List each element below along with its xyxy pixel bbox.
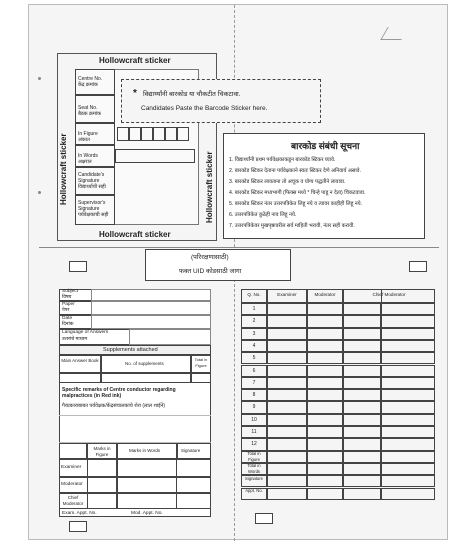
- q-mark-cell[interactable]: [267, 328, 307, 340]
- centre-no-label: Centre No. केंद्र क्रमांक: [78, 76, 103, 88]
- q-mark-cell[interactable]: [381, 365, 435, 377]
- q-mark-cell[interactable]: [267, 451, 307, 463]
- uid-title: (परिरक्षणासाठी): [191, 254, 229, 261]
- q-mark-cell[interactable]: [381, 377, 435, 389]
- q-mark-cell[interactable]: [307, 377, 343, 389]
- q-mark-cell[interactable]: [267, 365, 307, 377]
- q-mark-cell[interactable]: [343, 426, 381, 438]
- remarks-marathi: गैरप्रकाराबाबत पर्यवेक्षक/केंद्रसंचालकाचे शेरा (लाल शाईने): [62, 403, 166, 409]
- q-row-11: 11: [251, 429, 257, 435]
- barcode-instruction-marathi: विद्यार्थ्यांनी बारकोड या चौकटीत चिकटावा.: [143, 91, 241, 98]
- in-figure-label: In Figure अंकात: [78, 131, 98, 143]
- candidate-signature-label: Candidate's Signature विद्यार्थ्याची सही: [78, 172, 106, 190]
- supplement-input-count[interactable]: [101, 373, 191, 383]
- q-mark-cell[interactable]: [267, 352, 307, 364]
- q-mark-cell[interactable]: [381, 328, 435, 340]
- language-en: Language of Answers: [62, 330, 109, 335]
- remarks-field[interactable]: [59, 415, 211, 443]
- q-header-0: Q. No.: [247, 292, 261, 297]
- language-mr: उत्तरांचे माध्यम: [62, 337, 88, 342]
- q-mark-cell[interactable]: [307, 488, 343, 500]
- q-header-2: Moderator: [314, 292, 336, 297]
- q-mark-cell[interactable]: [343, 401, 381, 413]
- q-mark-cell[interactable]: [267, 377, 307, 389]
- total-in-figure-label: Total in Figure: [194, 357, 208, 368]
- instruction-2: 2. बारकोड स्टिकर देताना पर्यवेक्षकाने स्वतः स्टिकर देणे अनिवार्य असावे.: [229, 168, 362, 174]
- remarks-title: Specific remarks of Centre conductor regarding malpractices (in Red ink): [62, 387, 176, 399]
- q-mark-cell[interactable]: [307, 389, 343, 401]
- q-mark-cell[interactable]: [267, 488, 307, 500]
- q-header-3: Chief Moderator: [372, 292, 406, 297]
- q-row-1: 1: [252, 306, 256, 312]
- q-mark-cell[interactable]: [307, 451, 343, 463]
- q-mark-cell[interactable]: [381, 426, 435, 438]
- q-mark-cell[interactable]: [267, 475, 307, 487]
- q-mark-cell[interactable]: [307, 340, 343, 352]
- q-mark-cell[interactable]: [307, 463, 343, 475]
- uid-subtitle: फक्त UID कोडसाठी जागा: [179, 268, 242, 275]
- q-row-15: Signature: [245, 475, 263, 481]
- q-mark-cell[interactable]: [381, 475, 435, 487]
- q-mark-cell[interactable]: [267, 340, 307, 352]
- q-mark-cell[interactable]: [343, 451, 381, 463]
- q-row-12: 12: [251, 441, 257, 448]
- marks-figure-header: Marks in Figure: [93, 446, 111, 457]
- q-mark-cell[interactable]: [267, 303, 307, 315]
- instruction-5: 5. बारकोड स्टिकर नंतर उत्तरपत्रिकेत लिहू नये व त्यावर काहीही लिहू नये.: [229, 201, 363, 207]
- q-mark-cell[interactable]: [381, 401, 435, 413]
- question-marks-table: [241, 289, 435, 529]
- edge-mark: [380, 27, 409, 40]
- q-mark-cell[interactable]: [343, 328, 381, 340]
- q-mark-cell[interactable]: [267, 426, 307, 438]
- paper-field[interactable]: [91, 301, 211, 315]
- q-header-blank: [381, 289, 435, 303]
- q-mark-cell[interactable]: [381, 340, 435, 352]
- instruction-4: 4. बारकोड स्टिकर मध्यभागी (फिक्स मध्ये * चिन्हे पाडू न देता) चिकटवावा.: [229, 190, 366, 196]
- marks-words-header: Marks in Words: [129, 448, 161, 453]
- q-mark-cell[interactable]: [267, 414, 307, 426]
- examiner-row-label: Examiner: [61, 465, 82, 470]
- sticker-title-right: Hollowcraft sticker: [205, 151, 214, 223]
- instruction-6: 6. उत्तरपत्रिकेत कुठेही नाव लिहू नये.: [229, 212, 297, 218]
- q-mark-cell[interactable]: [381, 463, 435, 475]
- in-words-label: In Words अक्षरात: [78, 153, 98, 165]
- q-mark-cell[interactable]: [307, 315, 343, 327]
- q-mark-cell[interactable]: [343, 488, 381, 500]
- q-mark-cell[interactable]: [307, 426, 343, 438]
- q-row-6: 6: [252, 367, 256, 374]
- q-mark-cell[interactable]: [381, 315, 435, 327]
- date-en: Date: [62, 316, 73, 321]
- supervisor-signature-label: Supervisor's Signature पर्यवेक्षकाची सही: [78, 200, 109, 218]
- q-mark-cell[interactable]: [381, 389, 435, 401]
- punch-hole: [38, 77, 41, 80]
- q-mark-cell[interactable]: [343, 377, 381, 389]
- q-mark-cell[interactable]: [343, 303, 381, 315]
- instruction-3: 3. बारकोड स्टिकर लावताना तो अचूक व योग्य पद्धतीने लावावा.: [229, 179, 346, 185]
- q-mark-cell[interactable]: [267, 401, 307, 413]
- q-mark-cell[interactable]: [307, 303, 343, 315]
- seat-no-label: Seat No. बैठक क्रमांक: [78, 105, 101, 117]
- q-mark-cell[interactable]: [381, 451, 435, 463]
- q-mark-cell[interactable]: [267, 315, 307, 327]
- answer-booklet-cover: [28, 4, 448, 540]
- language-field[interactable]: [129, 329, 211, 345]
- q-row-16: Appt. No.: [245, 488, 263, 493]
- q-mark-cell[interactable]: [343, 475, 381, 487]
- q-mark-cell[interactable]: [267, 438, 307, 450]
- instruction-7: 7. उत्तरपत्रिकेवर मुखपृष्ठावरील सर्व माहिती भरावी, नंतर सही करावी.: [229, 223, 355, 229]
- q-mark-cell[interactable]: [343, 414, 381, 426]
- q-row-13: Total in Figure: [247, 451, 261, 463]
- q-mark-cell[interactable]: [267, 389, 307, 401]
- q-row-7: 7: [252, 379, 256, 386]
- q-mark-cell[interactable]: [381, 352, 435, 364]
- subject-field[interactable]: [91, 289, 211, 301]
- q-mark-cell[interactable]: [381, 488, 435, 500]
- q-mark-cell[interactable]: [307, 401, 343, 413]
- instruction-1: 1. विद्यार्थ्यांनी प्रथम पर्यवेक्षकाकडून बारकोड स्टिकर घ्यावे.: [229, 157, 336, 163]
- mod-appt-label: Mod. Appt. No.: [131, 511, 163, 516]
- supplement-input-main[interactable]: [59, 373, 101, 383]
- date-mr: दिनांक: [62, 322, 74, 327]
- supplement-input-total[interactable]: [191, 373, 211, 383]
- q-mark-cell[interactable]: [307, 365, 343, 377]
- q-row-10: 10: [251, 416, 257, 423]
- q-header-1: Examiner: [277, 292, 297, 297]
- q-mark-cell[interactable]: [381, 438, 435, 450]
- subject-mr: विषय: [62, 295, 72, 300]
- signature-header: Signature: [181, 448, 201, 453]
- separator-line: [39, 247, 439, 248]
- no-of-supplements-label: No. of supplements: [125, 361, 164, 366]
- q-mark-cell[interactable]: [343, 340, 381, 352]
- supplements-title: Supplements attached: [103, 347, 158, 353]
- q-mark-cell[interactable]: [343, 365, 381, 377]
- barcode-paste-area[interactable]: [121, 79, 321, 123]
- q-mark-cell[interactable]: [381, 414, 435, 426]
- sticker-title-top: Hollowcraft sticker: [99, 56, 171, 65]
- q-row-3: 3: [252, 330, 256, 337]
- exam-appt-label: Exam. Appt. No.: [62, 511, 97, 516]
- date-field[interactable]: [91, 315, 211, 329]
- paper-mr: पेपर: [62, 308, 70, 313]
- subject-en: Subject: [62, 289, 78, 294]
- q-row-2: 2: [252, 318, 256, 325]
- chief-moderator-row-label: Chief Moderator: [62, 495, 84, 506]
- sticker-title-left: Hollowcraft sticker: [59, 133, 68, 205]
- q-mark-cell[interactable]: [343, 438, 381, 450]
- sticker-title-bottom: Hollowcraft sticker: [99, 230, 171, 239]
- bottom-box-left: [69, 521, 87, 532]
- barcode-instruction-english: Candidates Paste the Barcode Sticker here.: [141, 105, 268, 112]
- q-row-5: 5: [252, 355, 256, 362]
- q-mark-cell[interactable]: [307, 414, 343, 426]
- q-mark-cell[interactable]: [343, 389, 381, 401]
- q-mark-cell[interactable]: [343, 315, 381, 327]
- q-mark-cell[interactable]: [307, 352, 343, 364]
- q-mark-cell[interactable]: [267, 463, 307, 475]
- q-mark-cell[interactable]: [381, 303, 435, 315]
- main-answer-book-label: Main Answer Book: [61, 358, 99, 363]
- q-mark-cell[interactable]: [307, 328, 343, 340]
- punch-hole: [38, 191, 41, 194]
- instructions-title: बारकोड संबंधी सूचना: [291, 141, 360, 151]
- q-mark-cell[interactable]: [343, 352, 381, 364]
- q-row-9: 9: [252, 404, 256, 411]
- q-mark-cell[interactable]: [343, 463, 381, 475]
- paper-en: Paper: [62, 302, 75, 307]
- q-mark-cell[interactable]: [307, 475, 343, 487]
- moderator-row-label: Moderator: [61, 482, 83, 487]
- q-mark-cell[interactable]: [307, 438, 343, 450]
- corner-box-right: [409, 261, 427, 272]
- q-row-4: 4: [252, 342, 256, 349]
- q-row-14: Total in Words: [247, 463, 261, 475]
- barcode-star: *: [133, 88, 137, 99]
- corner-box-left: [69, 261, 87, 272]
- q-row-8: 8: [252, 392, 256, 399]
